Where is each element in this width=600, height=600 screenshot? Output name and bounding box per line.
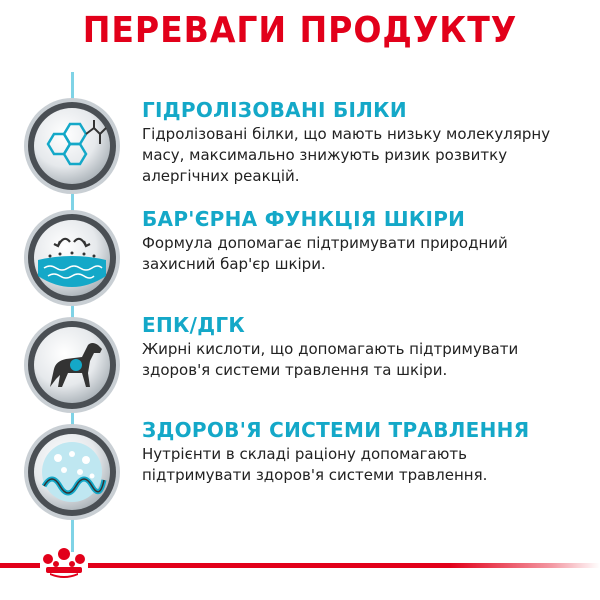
page-title: ПЕРЕВАГИ ПРОДУКТУ [82, 10, 518, 51]
digestion-icon [20, 420, 124, 524]
molecule-icon [20, 94, 124, 198]
dog-icon [20, 313, 124, 417]
benefit-heading: ЗДОРОВ'Я СИСТЕМИ ТРАВЛЕННЯ [142, 418, 530, 442]
benefit-description: Формула допомагає підтримувати природний захисний бар'єр шкіри. [142, 234, 508, 273]
skin-barrier-icon [20, 206, 124, 310]
benefit-description: Гідролізовані білки, що мають низьку молекулярну масу, максимально знижують ризик розвитку алергічних реакцій. [142, 125, 551, 185]
benefit-item-hydrolyzed-proteins [0, 98, 600, 198]
royal-canin-crown-icon [40, 545, 88, 581]
benefit-item-skin-barrier [0, 207, 600, 307]
benefit-heading: БАР'ЄРНА ФУНКЦІЯ ШКІРИ [142, 207, 466, 231]
benefit-item-digestive-health [0, 418, 600, 518]
footer-red-line [0, 563, 600, 568]
benefit-description: Нутрієнти в складі раціону допомагають підтримувати здоров'я системи травлення. [142, 445, 488, 484]
benefit-heading: ЕПК/ДГК [142, 313, 246, 337]
benefit-item-epa-dha [0, 313, 600, 413]
benefit-description: Жирні кислоти, що допомагають підтримувати здоров'я системи травлення та шкіри. [142, 340, 519, 379]
benefit-heading: ГІДРОЛІЗОВАНІ БІЛКИ [142, 98, 407, 122]
